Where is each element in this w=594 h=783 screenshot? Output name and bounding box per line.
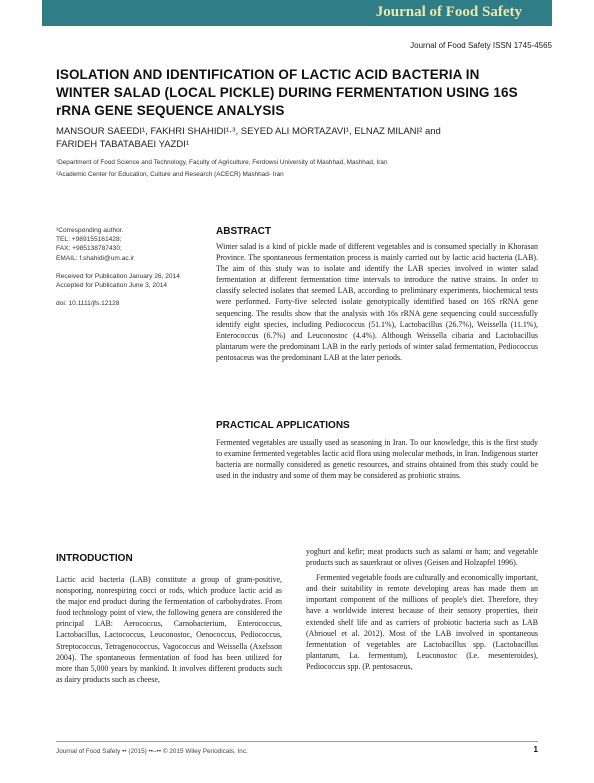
affiliation-2: ²Academic Center for Education, Culture and Research (ACECR) Mashhad- Iran [56, 171, 284, 178]
introduction-col-2-para-1: yoghurt and kefir; meat products such as salami or ham; and vegetable products such as sauerkraut or olives (Geisen and Holzapfel 1996). [306, 547, 538, 568]
footer-rule [56, 741, 538, 742]
authors-line-1: MANSOUR SAEEDI¹, FAKHRI SHAHIDI¹·³, SEYED ALI MORTAZAVI¹, ELNAZ MILANI² and [56, 126, 441, 137]
introduction-heading: INTRODUCTION [56, 553, 133, 564]
correspondence-line: ³Corresponding author. [56, 227, 124, 234]
affiliation-1: ¹Department of Food Science and Technology, Faculty of Agriculture, Ferdowsi University of Mashhad, Mashhad, Iran [56, 159, 388, 166]
article-info [56, 226, 196, 317]
page-number: 1 [533, 745, 538, 754]
introduction-col-2-para-2: Fermented vegetable foods are culturally and economically important, and their suitability in remote developing areas has made them an important component of the millions of people's diet. Therefore, they have a worldwide interest because of their sensory properties, their extended shelf life and as carriers of probiotic bacteria such as LAB (Abriouel et al. 2012). Most of the LAB involved in spontaneous fermentation of vegetables are Lactobacillus spp. (Lactobacillus plantarum, La. fermentum), Leuconostoc (Le. mesenteroides), Pediococcus spp. (P. pentosaceus, [306, 573, 538, 671]
practical-applications-text: Fermented vegetables are usually used as seasoning in Iran. To our knowledge, this is the first study to examine fermented vegetables lactic acid flora using molecular methods, in Iran. Indigenous starter bacteria are normally considered as genetic resources, and strains obtained from this study could be used in the industry and some of them may be considered as probiotic strains. [216, 438, 538, 481]
publication-dates [56, 272, 196, 290]
correspondence-tel: TEL: +989155161428; [56, 236, 122, 244]
authors-line-2: FARIDEH TABATABAEI YAZDI¹ [56, 139, 190, 150]
abstract-text: Winter salad is a kind of pickle made of different vegetables and is consumed specially in Khorasan Province. The spontaneous fermentation process is mainly carried out by lactic acid bacteria (LAB). The aim of this study was to isolate and identify the LAB species involved in winter salad fermentation at different fermentation time intervals to introduce the native strains. In order to classify selected isolates that seemed LAB, according to preliminary experiments, biochemical tests were performed. Forty-five selected isolate genotypically identified based on 16S rRNA gene sequencing. The results show that the analysis with 16s rRNA gene sequencing could successfully identify eight species, including Pediococcus (51.1%), Lactobacillus (26.7%), Weissella (11.1%), Enterococcus (6.7%) and Leuconostoc (4.4%). Although Weissella cibaria and Lactobacillus plantarum were the predominant LAB in the early periods of winter salad fermentation, Pediococcus pentosaceus was the predominant LAB at the later periods. [216, 242, 538, 362]
journal-banner [0, 0, 594, 28]
accepted-date: Accepted for Publication June 3, 2014 [56, 282, 168, 290]
correspondence [56, 226, 196, 263]
journal-banner-title: Journal of Food Safety [375, 4, 522, 20]
practical-applications-heading: PRACTICAL APPLICATIONS [216, 420, 350, 431]
introduction-col-1: Lactic acid bacteria (LAB) constitute a group of gram-positive, nonsporing, nonrespiring cocci or rods, which produce lactic acid as the major end product during the fermentation of carbohydrates. From food technology point of view, the following genera are considered the principal LAB: Aerococcus, Carnobacterium, Enterococcus, Lactobacillus, Lactococcus, Leuconostoc, Oenococcus, Pediococcus, Streptococcus, Tetragenococcus, Vagococcus and Weissella (Axelsson 2004). The spontaneous fermentation of food has been utilized for more than 5,000 years by mankind. It involves different products such as dairy products such as cheese, [56, 575, 282, 684]
doi[interactable]: doi: 10.1111/jfs.12128 [56, 300, 120, 308]
correspondence-fax: FAX: +985138787430; [56, 245, 122, 253]
correspondence-email[interactable]: EMAIL: f.shahidi@um.ac.ir [56, 254, 135, 262]
authors [56, 125, 536, 151]
journal-issn: Journal of Food Safety ISSN 1745-4565 [410, 41, 552, 50]
journal-banner-bar [42, 0, 552, 26]
received-date: Received for Publication January 26, 2014 [56, 272, 180, 280]
paper-title: ISOLATION AND IDENTIFICATION OF LACTIC ACID BACTERIA IN WINTER SALAD (LOCAL PICKLE) DURING FERMENTATION USING 16S rRNA GENE SEQUENCE ANALYSIS [56, 67, 518, 118]
abstract-heading: ABSTRACT [216, 226, 271, 237]
footer-citation: Journal of Food Safety •• (2015) ••–•• © 2015 Wiley Periodicals, Inc. [56, 748, 248, 755]
introduction-col-2 [306, 546, 538, 672]
